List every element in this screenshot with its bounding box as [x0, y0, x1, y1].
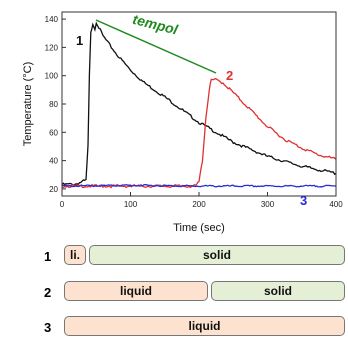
plot-frame [62, 12, 336, 196]
x-axis-title: Time (sec) [173, 222, 225, 234]
y-tick-label: 40 [49, 156, 58, 166]
y-tick-label: 140 [44, 15, 58, 25]
curve-label-1: 1 [76, 33, 84, 48]
x-tick-label: 400 [329, 200, 343, 209]
x-tick-label: 200 [192, 200, 206, 209]
y-tick-label: 20 [49, 184, 58, 194]
tempol-label: tempol [131, 10, 180, 38]
series-1-line [62, 23, 336, 185]
series-2-line [62, 79, 336, 188]
x-tick-label: 100 [123, 200, 138, 209]
phase-box-liquid: liquid [64, 281, 208, 301]
y-tick-label: 80 [49, 100, 58, 109]
phase-row-label: 1 [44, 249, 52, 264]
y-tick-label: 60 [49, 128, 58, 138]
phase-box-liquid: li. [64, 245, 86, 265]
x-tick-label: 0 [59, 200, 65, 209]
phase-box-solid: solid [89, 245, 345, 265]
y-tick-label: 120 [44, 43, 58, 53]
phase-row-label: 2 [44, 285, 52, 300]
curve-label-3: 3 [300, 193, 308, 208]
x-tick-label: 300 [260, 200, 275, 209]
phase-box-liquid: liquid [64, 316, 345, 336]
y-axis-title: Temperature (°C) [22, 61, 34, 147]
curve-label-2: 2 [226, 68, 234, 83]
y-tick-label: 100 [44, 71, 58, 81]
phase-box-solid: solid [211, 281, 345, 301]
phase-row-label: 3 [44, 320, 52, 335]
